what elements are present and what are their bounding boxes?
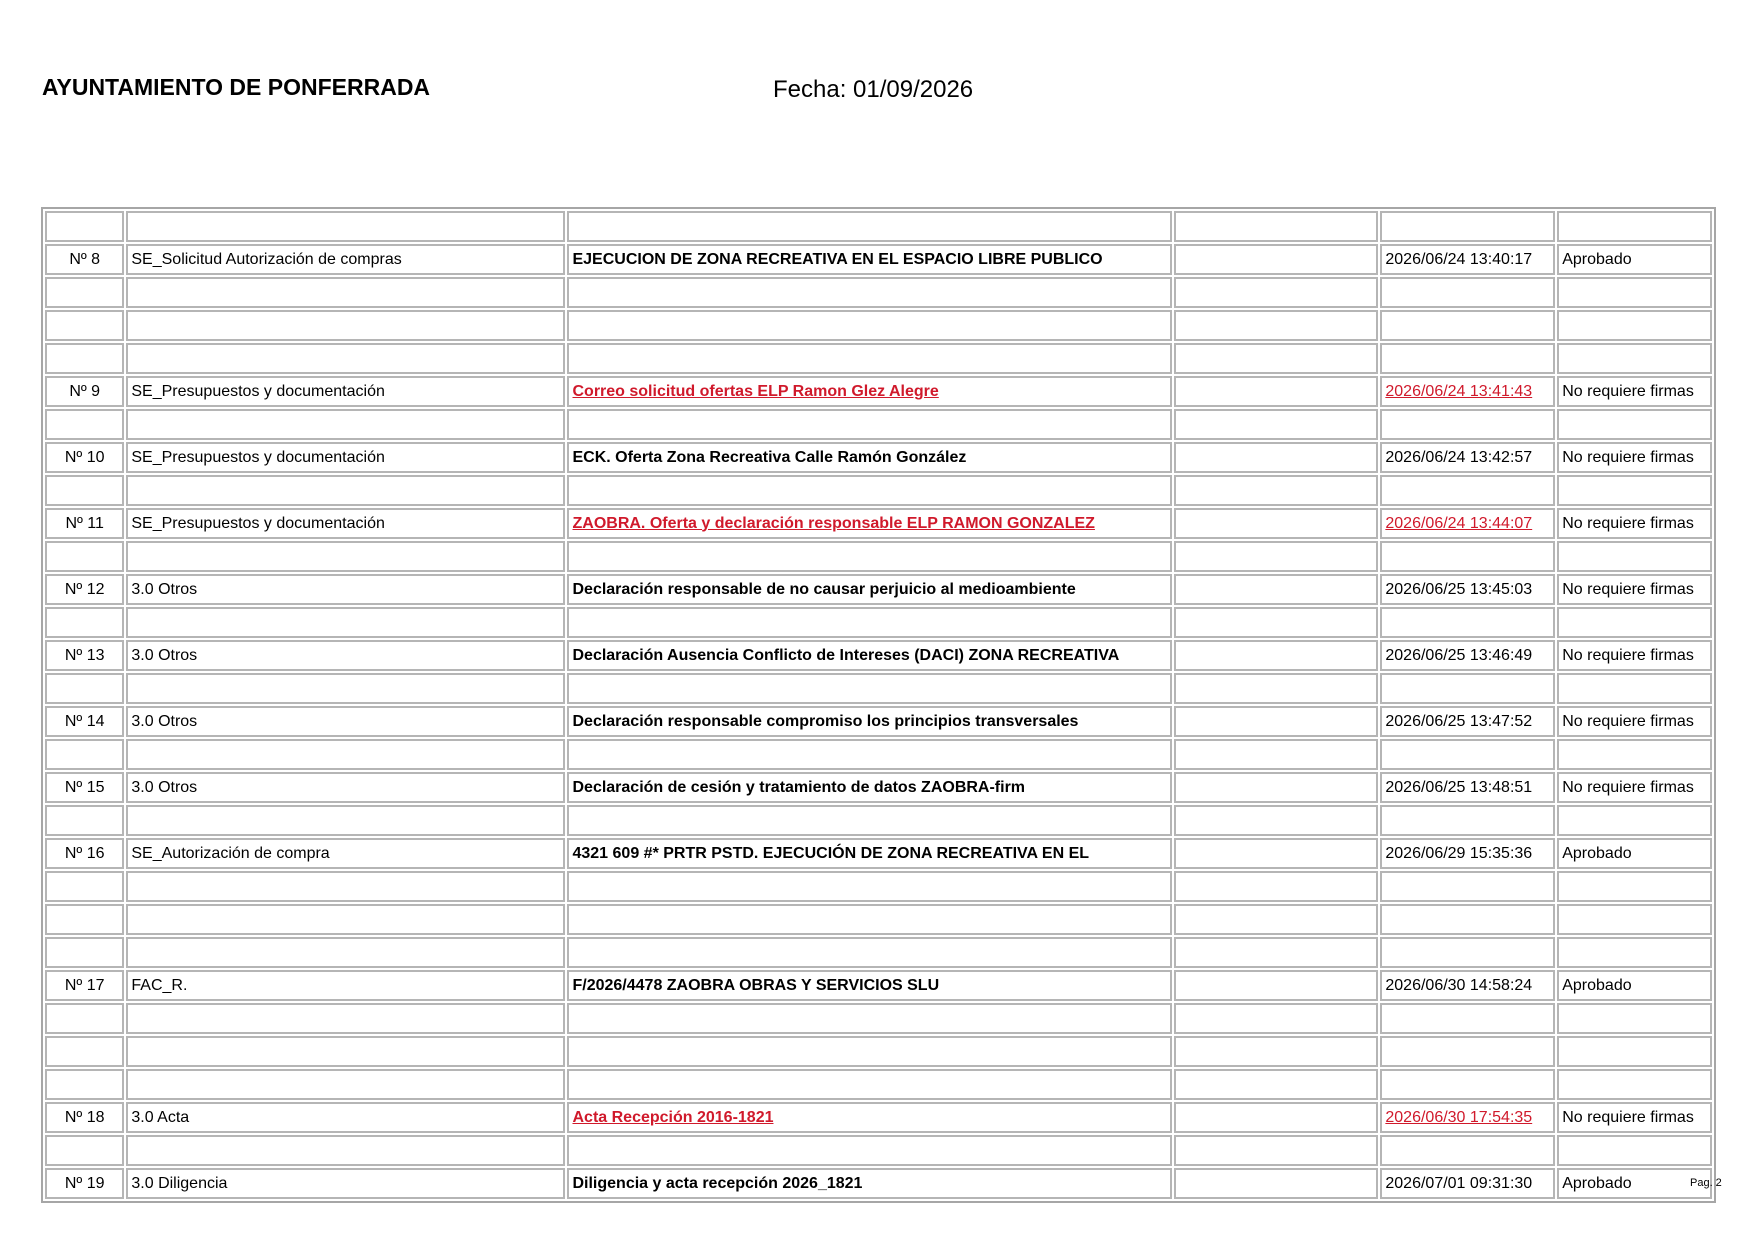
entry-number: Nº 18 — [45, 1102, 124, 1133]
entry-type: SE_Presupuestos y documentación — [126, 508, 565, 539]
entry-status — [1557, 541, 1712, 572]
table-row — [45, 343, 1712, 374]
entry-description: Declaración Ausencia Conflicto de Intereses (DACI) ZONA RECREATIVA — [567, 640, 1172, 671]
entry-blank — [1174, 442, 1378, 473]
entry-date: 2026/06/25 13:47:52 — [1380, 706, 1555, 737]
entry-description[interactable]: ZAOBRA. Oferta y declaración responsable ELP RAMON GONZALEZ — [567, 508, 1172, 539]
table-row — [45, 739, 1712, 770]
entry-number — [45, 937, 124, 968]
entry-blank — [1174, 211, 1378, 242]
entry-blank — [1174, 739, 1378, 770]
entry-status — [1557, 904, 1712, 935]
entry-number — [45, 739, 124, 770]
entry-blank — [1174, 1003, 1378, 1034]
entry-date — [1380, 607, 1555, 638]
entry-type — [126, 541, 565, 572]
entry-blank — [1174, 343, 1378, 374]
entry-description — [567, 211, 1172, 242]
entry-description: Declaración responsable de no causar perjuicio al medioambiente — [567, 574, 1172, 605]
entry-blank — [1174, 1135, 1378, 1166]
table-row — [45, 1069, 1712, 1100]
entry-description — [567, 310, 1172, 341]
entry-number: Nº 15 — [45, 772, 124, 803]
entry-number — [45, 1036, 124, 1067]
entry-number: Nº 14 — [45, 706, 124, 737]
table-row — [45, 640, 1712, 671]
table-row — [45, 970, 1712, 1001]
entry-status — [1557, 1003, 1712, 1034]
entry-status — [1557, 805, 1712, 836]
entry-description — [567, 1003, 1172, 1034]
entry-blank — [1174, 574, 1378, 605]
entry-date: 2026/06/25 13:46:49 — [1380, 640, 1555, 671]
entry-description — [567, 1069, 1172, 1100]
entry-blank — [1174, 1102, 1378, 1133]
table-row — [45, 706, 1712, 737]
table-row — [45, 277, 1712, 308]
entry-description: ECK. Oferta Zona Recreativa Calle Ramón González — [567, 442, 1172, 473]
entry-status: No requiere firmas — [1557, 376, 1712, 407]
entry-description: Declaración responsable compromiso los principios transversales — [567, 706, 1172, 737]
table-row — [45, 871, 1712, 902]
table-row — [45, 211, 1712, 242]
entry-type: 3.0 Otros — [126, 706, 565, 737]
entry-blank — [1174, 541, 1378, 572]
entry-type — [126, 739, 565, 770]
entry-blank — [1174, 937, 1378, 968]
entry-date — [1380, 1135, 1555, 1166]
entry-blank — [1174, 673, 1378, 704]
entry-status — [1557, 409, 1712, 440]
entry-status: No requiere firmas — [1557, 706, 1712, 737]
table-row — [45, 1003, 1712, 1034]
organization-title: AYUNTAMIENTO DE PONFERRADA — [42, 74, 431, 100]
entry-date[interactable]: 2026/06/24 13:41:43 — [1380, 376, 1555, 407]
entry-type: FAC_R. — [126, 970, 565, 1001]
entry-date — [1380, 904, 1555, 935]
entry-description — [567, 739, 1172, 770]
table-row — [45, 607, 1712, 638]
entry-date — [1380, 805, 1555, 836]
entry-date — [1380, 310, 1555, 341]
entry-status — [1557, 871, 1712, 902]
entry-blank — [1174, 904, 1378, 935]
entry-date[interactable]: 2026/06/30 17:54:35 — [1380, 1102, 1555, 1133]
entry-type — [126, 475, 565, 506]
entry-type — [126, 871, 565, 902]
entry-status — [1557, 739, 1712, 770]
entry-number — [45, 475, 124, 506]
entry-date: 2026/06/24 13:42:57 — [1380, 442, 1555, 473]
entry-number — [45, 607, 124, 638]
entry-date — [1380, 673, 1555, 704]
entry-number — [45, 904, 124, 935]
entry-type: SE_Autorización de compra — [126, 838, 565, 869]
entry-status — [1557, 310, 1712, 341]
entry-type — [126, 1003, 565, 1034]
entry-blank — [1174, 310, 1378, 341]
table-row — [45, 310, 1712, 341]
entry-status: No requiere firmas — [1557, 574, 1712, 605]
entry-status: Aprobado — [1557, 838, 1712, 869]
entry-blank — [1174, 1069, 1378, 1100]
entry-type: SE_Solicitud Autorización de compras — [126, 244, 565, 275]
entry-status — [1557, 937, 1712, 968]
entry-date — [1380, 739, 1555, 770]
entry-type — [126, 673, 565, 704]
table-row — [45, 1135, 1712, 1166]
entry-number: Nº 19 — [45, 1168, 124, 1199]
entry-number — [45, 673, 124, 704]
entry-description — [567, 673, 1172, 704]
table-row — [45, 772, 1712, 803]
table-row — [45, 475, 1712, 506]
entry-blank — [1174, 409, 1378, 440]
entry-blank — [1174, 508, 1378, 539]
entry-status: No requiere firmas — [1557, 508, 1712, 539]
entry-type: SE_Presupuestos y documentación — [126, 442, 565, 473]
entry-status — [1557, 343, 1712, 374]
entry-blank — [1174, 970, 1378, 1001]
page-number: Pag. 2 — [1690, 1177, 1722, 1189]
entry-date[interactable]: 2026/06/24 13:44:07 — [1380, 508, 1555, 539]
entry-description — [567, 607, 1172, 638]
entry-number — [45, 871, 124, 902]
entry-number: Nº 16 — [45, 838, 124, 869]
entry-blank — [1174, 1036, 1378, 1067]
entry-status: No requiere firmas — [1557, 1102, 1712, 1133]
entry-status — [1557, 1069, 1712, 1100]
table-row — [45, 1168, 1712, 1199]
table-row — [45, 838, 1712, 869]
table-row — [45, 541, 1712, 572]
entry-blank — [1174, 640, 1378, 671]
entry-number: Nº 9 — [45, 376, 124, 407]
entry-status — [1557, 1135, 1712, 1166]
entry-description — [567, 1036, 1172, 1067]
entry-status — [1557, 211, 1712, 242]
entry-type — [126, 937, 565, 968]
entry-type — [126, 409, 565, 440]
table-row — [45, 1036, 1712, 1067]
entry-date — [1380, 343, 1555, 374]
entry-type — [126, 1135, 565, 1166]
entry-status — [1557, 277, 1712, 308]
entry-blank — [1174, 475, 1378, 506]
entry-blank — [1174, 805, 1378, 836]
entry-blank — [1174, 244, 1378, 275]
entry-date — [1380, 1003, 1555, 1034]
entry-description[interactable]: Correo solicitud ofertas ELP Ramon Glez Alegre — [567, 376, 1172, 407]
entry-number: Nº 8 — [45, 244, 124, 275]
entry-date — [1380, 541, 1555, 572]
table-row — [45, 244, 1712, 275]
entry-type — [126, 343, 565, 374]
entry-date: 2026/07/01 09:31:30 — [1380, 1168, 1555, 1199]
entry-description[interactable]: Acta Recepción 2016-1821 — [567, 1102, 1172, 1133]
entry-type — [126, 607, 565, 638]
entry-number — [45, 343, 124, 374]
entry-description: F/2026/4478 ZAOBRA OBRAS Y SERVICIOS SLU — [567, 970, 1172, 1001]
entry-description — [567, 475, 1172, 506]
entry-type — [126, 277, 565, 308]
entry-date: 2026/06/24 13:40:17 — [1380, 244, 1555, 275]
entry-blank — [1174, 871, 1378, 902]
entry-number: Nº 10 — [45, 442, 124, 473]
entry-status: Aprobado — [1557, 244, 1712, 275]
entry-status — [1557, 475, 1712, 506]
entry-description — [567, 937, 1172, 968]
entry-type: 3.0 Diligencia — [126, 1168, 565, 1199]
entry-blank — [1174, 706, 1378, 737]
entry-date — [1380, 409, 1555, 440]
entry-description — [567, 343, 1172, 374]
entry-status — [1557, 1036, 1712, 1067]
table-row — [45, 574, 1712, 605]
entry-date: 2026/06/25 13:45:03 — [1380, 574, 1555, 605]
entry-type: 3.0 Otros — [126, 772, 565, 803]
entry-status: No requiere firmas — [1557, 442, 1712, 473]
entry-description — [567, 277, 1172, 308]
table-row — [45, 442, 1712, 473]
table-row — [45, 508, 1712, 539]
entry-number — [45, 541, 124, 572]
entry-date — [1380, 871, 1555, 902]
entry-description — [567, 409, 1172, 440]
entry-description — [567, 541, 1172, 572]
entry-description — [567, 904, 1172, 935]
entry-date: 2026/06/29 15:35:36 — [1380, 838, 1555, 869]
entry-date — [1380, 211, 1555, 242]
entry-blank — [1174, 277, 1378, 308]
entry-description — [567, 871, 1172, 902]
document-date: Fecha: 01/09/2026 — [773, 76, 974, 103]
table-row — [45, 1102, 1712, 1133]
entry-status: Aprobado — [1557, 970, 1712, 1001]
entry-number: Nº 13 — [45, 640, 124, 671]
entry-date — [1380, 475, 1555, 506]
entry-type — [126, 1036, 565, 1067]
entry-number — [45, 409, 124, 440]
table-row — [45, 904, 1712, 935]
entry-type — [126, 310, 565, 341]
entry-blank — [1174, 376, 1378, 407]
entry-status — [1557, 607, 1712, 638]
entry-date — [1380, 937, 1555, 968]
entry-date: 2026/06/30 14:58:24 — [1380, 970, 1555, 1001]
entry-blank — [1174, 772, 1378, 803]
entry-description — [567, 1135, 1172, 1166]
entry-description: Diligencia y acta recepción 2026_1821 — [567, 1168, 1172, 1199]
entry-type — [126, 1069, 565, 1100]
table-row — [45, 409, 1712, 440]
table-row — [45, 673, 1712, 704]
entry-status — [1557, 673, 1712, 704]
table-row — [45, 937, 1712, 968]
entry-description: EJECUCION DE ZONA RECREATIVA EN EL ESPACIO LIBRE PUBLICO — [567, 244, 1172, 275]
entry-type — [126, 211, 565, 242]
entry-date — [1380, 1069, 1555, 1100]
entry-number — [45, 1003, 124, 1034]
entry-description — [567, 805, 1172, 836]
entry-date — [1380, 277, 1555, 308]
table-row — [45, 376, 1712, 407]
entry-number: Nº 11 — [45, 508, 124, 539]
entry-type: 3.0 Otros — [126, 640, 565, 671]
documents-table — [41, 207, 1716, 1203]
entry-date — [1380, 1036, 1555, 1067]
entry-blank — [1174, 1168, 1378, 1199]
entry-number — [45, 310, 124, 341]
entry-number — [45, 277, 124, 308]
entry-status: Aprobado — [1557, 1168, 1712, 1199]
entry-number — [45, 211, 124, 242]
entry-status: No requiere firmas — [1557, 772, 1712, 803]
entry-blank — [1174, 838, 1378, 869]
entry-number — [45, 805, 124, 836]
entry-type — [126, 904, 565, 935]
entry-date: 2026/06/25 13:48:51 — [1380, 772, 1555, 803]
entry-type: SE_Presupuestos y documentación — [126, 376, 565, 407]
entry-number — [45, 1135, 124, 1166]
table-row — [45, 805, 1712, 836]
entry-description: 4321 609 #* PRTR PSTD. EJECUCIÓN DE ZONA RECREATIVA EN EL — [567, 838, 1172, 869]
entry-type: 3.0 Acta — [126, 1102, 565, 1133]
entry-status: No requiere firmas — [1557, 640, 1712, 671]
entry-description: Declaración de cesión y tratamiento de datos ZAOBRA-firm — [567, 772, 1172, 803]
entry-type — [126, 805, 565, 836]
entry-number: Nº 12 — [45, 574, 124, 605]
entry-number — [45, 1069, 124, 1100]
entry-type: 3.0 Otros — [126, 574, 565, 605]
entry-number: Nº 17 — [45, 970, 124, 1001]
entry-blank — [1174, 607, 1378, 638]
